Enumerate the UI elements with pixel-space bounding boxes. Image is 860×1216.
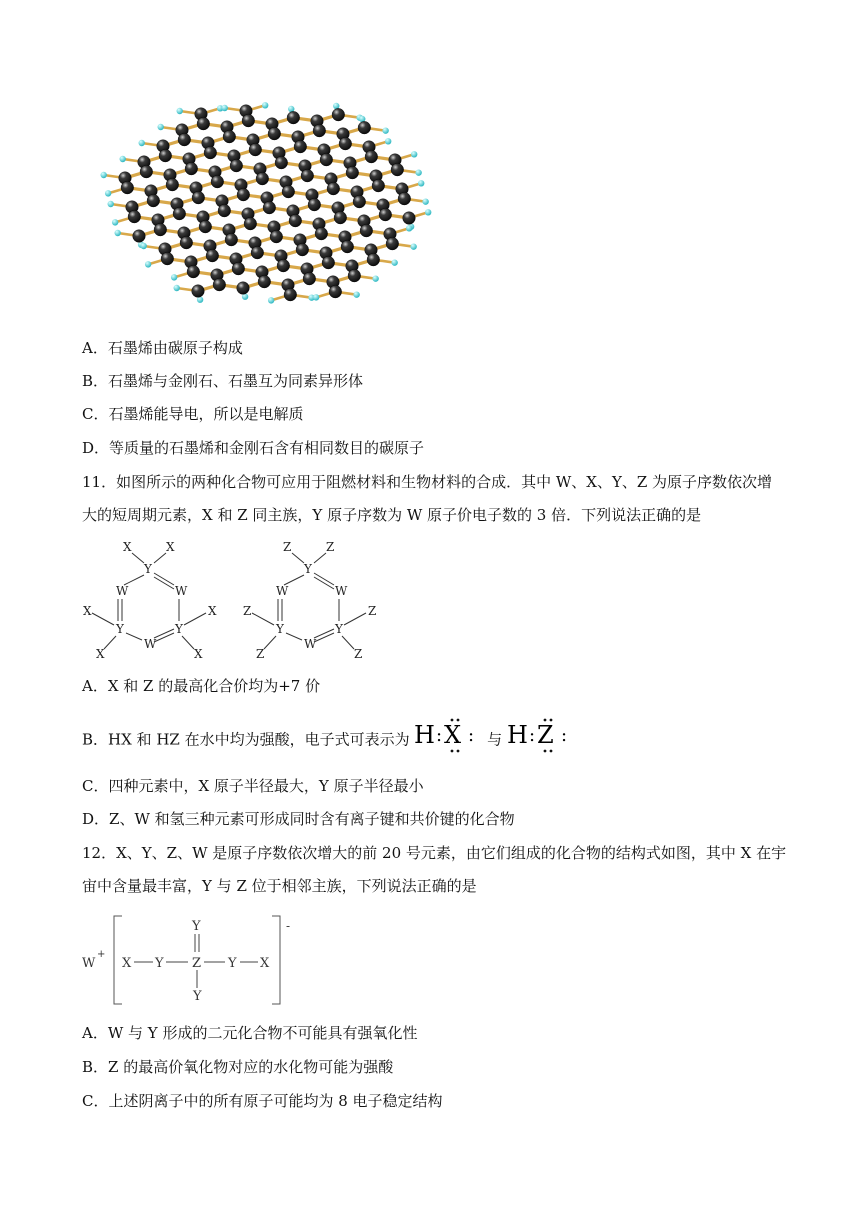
hydrogen-atom	[101, 172, 107, 178]
carbon-atom	[206, 249, 219, 262]
svg-text::: :	[468, 725, 475, 746]
hydrogen-atom	[171, 274, 177, 280]
svg-text:Y: Y	[155, 956, 164, 971]
carbon-atom	[289, 214, 302, 227]
carbon-atom	[313, 124, 326, 137]
svg-text:W: W	[304, 637, 317, 651]
carbon-atom	[282, 185, 295, 198]
hydrogen-atom	[120, 156, 126, 162]
q11-structures	[78, 533, 398, 668]
lewis-hx	[414, 715, 482, 760]
lewis-hx-drawing	[414, 715, 482, 755]
svg-text:Z: Z	[354, 647, 363, 661]
carbon-atom	[161, 252, 174, 265]
hydrogen-atom	[415, 169, 421, 175]
svg-text:Y: Y	[175, 622, 183, 636]
carbon-atom	[192, 285, 205, 298]
carbon-atom	[284, 288, 297, 301]
carbon-atom	[218, 204, 231, 217]
svg-text:H: H	[414, 721, 436, 749]
svg-text:W: W	[335, 584, 348, 598]
carbon-atom	[237, 282, 250, 295]
carbon-atom	[327, 182, 340, 195]
hydrogen-atom	[112, 219, 118, 225]
q12-option-c: C．上述阴离子中的所有原子可能均为 8 电子稳定结构	[82, 1092, 443, 1110]
lewis-hz-drawing	[507, 715, 575, 755]
carbon-atom	[199, 220, 212, 233]
svg-text:X: X	[96, 647, 105, 661]
carbon-atom	[223, 130, 236, 143]
q12-option-a: A．W 与 Y 形成的二元化合物不可能具有强氧化性	[82, 1024, 418, 1042]
svg-text:W: W	[116, 584, 129, 598]
svg-text::: :	[436, 725, 443, 746]
carbon-atom	[287, 111, 300, 124]
carbon-atom	[192, 191, 205, 204]
graphene-model-image	[80, 90, 440, 325]
carbon-atom	[173, 207, 186, 220]
hydrogen-atom	[422, 198, 428, 204]
carbon-atom	[121, 181, 134, 194]
q11-option-b	[82, 718, 575, 758]
carbon-atom	[204, 146, 217, 159]
hydrogen-atom	[158, 124, 164, 130]
svg-text:Y: Y	[116, 622, 124, 636]
svg-text:Y: Y	[192, 919, 201, 934]
carbon-atom	[391, 163, 404, 176]
svg-text:H: H	[506, 721, 528, 749]
svg-text::: :	[528, 725, 536, 746]
q11-option-c: C．四种元素中，X 原子半径最大，Y 原子半径最小	[82, 777, 424, 795]
svg-text:+: +	[97, 949, 106, 960]
svg-text:X: X	[166, 540, 175, 554]
hydrogen-atom	[268, 297, 274, 303]
carbon-atom	[379, 208, 392, 221]
carbon-atom	[237, 188, 250, 201]
q11-structure-z	[243, 540, 376, 661]
carbon-atom	[308, 198, 321, 211]
q11-stem-line-2: 大的短周期元素，X 和 Z 同主族，Y 原子序数为 W 原子价电子数的 3 倍．下列说法正确的是	[82, 506, 702, 524]
carbon-atom	[372, 179, 385, 192]
q11-structure-x	[83, 540, 217, 661]
svg-text:Y: Y	[228, 956, 237, 971]
carbon-atom	[140, 165, 153, 178]
q10-option-b: B．石墨烯与金刚石、石墨互为同素异形体	[82, 372, 364, 390]
hydrogen-atom	[313, 294, 319, 300]
svg-text:W: W	[175, 584, 188, 598]
carbon-atom	[398, 192, 411, 205]
carbon-atom	[197, 117, 210, 130]
carbon-atom	[301, 169, 314, 182]
svg-text:Y: Y	[304, 562, 312, 576]
carbon-atom	[360, 224, 373, 237]
hydrogen-atom	[174, 285, 180, 291]
hydrogen-atom	[406, 225, 412, 231]
carbon-atom	[232, 262, 245, 275]
hydrogen-atom	[372, 275, 378, 281]
carbon-atom	[159, 149, 172, 162]
carbon-atom	[258, 275, 271, 288]
carbon-atom	[315, 227, 328, 240]
carbon-atom	[339, 137, 352, 150]
carbon-atom	[303, 272, 316, 285]
hydrogen-atom	[411, 151, 417, 157]
q12-stem-line-2: 宙中含量最丰富，Y 与 Z 位于相邻主族，下列说法正确的是	[82, 877, 477, 895]
carbon-atom	[353, 195, 366, 208]
svg-text:Y: Y	[335, 622, 343, 636]
carbon-atom	[296, 243, 309, 256]
carbon-atom	[365, 150, 378, 163]
carbon-atom	[187, 265, 200, 278]
svg-text:Y: Y	[276, 622, 284, 636]
carbon-atom	[133, 230, 146, 243]
q11-option-d: D．Z、W 和氢三种元素可形成同时含有离子键和共价键的化合物	[82, 810, 515, 828]
hydrogen-atom	[105, 190, 111, 196]
carbon-atom	[403, 212, 416, 225]
carbon-atom	[322, 256, 335, 269]
carbon-atom	[332, 108, 345, 121]
q12-structure	[80, 912, 310, 1012]
q12-option-b: B．Z 的最高价氧化物对应的水化物可能为强酸	[82, 1058, 394, 1076]
carbon-atom	[249, 143, 262, 156]
carbon-atom	[263, 201, 276, 214]
carbon-atom	[251, 246, 264, 259]
hydrogen-atom	[115, 230, 121, 236]
q11-option-a: A．X 和 Z 的最高化合价均为+7 价	[82, 677, 321, 695]
svg-text::: :	[560, 725, 568, 746]
svg-text:Z: Z	[243, 604, 252, 618]
q11-stem-line-1: 11．如图所示的两种化合物可应用于阻燃材料和生物材料的合成．其中 W、X、Y、Z 为原子序数依次增	[82, 473, 773, 491]
carbon-atom	[275, 156, 288, 169]
carbon-atom	[178, 133, 191, 146]
carbon-atom	[166, 178, 179, 191]
hydrogen-atom	[262, 102, 268, 108]
hydrogen-atom	[425, 209, 431, 215]
svg-text:X: X	[122, 956, 132, 971]
svg-text:W: W	[144, 637, 157, 651]
carbon-atom	[367, 253, 380, 266]
svg-text:X: X	[444, 721, 462, 749]
q11-option-b-text: B．HX 和 HZ 在水中均为强酸，电子式可表示为	[82, 730, 410, 749]
carbon-atom	[348, 269, 361, 282]
svg-text:X: X	[260, 956, 270, 971]
carbon-atom	[341, 240, 354, 253]
svg-text:X: X	[123, 540, 132, 554]
carbon-atom	[230, 159, 243, 172]
svg-text:-: -	[286, 919, 291, 933]
carbon-atom	[211, 175, 224, 188]
hydrogen-atom	[177, 108, 183, 114]
svg-text:Z: Z	[536, 721, 554, 749]
graphene-atoms	[101, 102, 432, 303]
carbon-atom	[256, 172, 269, 185]
carbon-atom	[154, 223, 167, 236]
carbon-atom	[277, 259, 290, 272]
hydrogen-atom	[353, 291, 359, 297]
hydrogen-atom	[410, 243, 416, 249]
carbon-atom	[213, 278, 226, 291]
hydrogen-atom	[108, 201, 114, 207]
carbon-atom	[185, 162, 198, 175]
svg-text:Z: Z	[368, 604, 377, 618]
hydrogen-atom	[145, 261, 151, 267]
hydrogen-atom	[141, 243, 147, 249]
carbon-atom	[294, 140, 307, 153]
hydrogen-atom	[418, 180, 424, 186]
svg-text:Z: Z	[326, 540, 335, 554]
carbon-atom	[346, 166, 359, 179]
q12-stem-line-1: 12．X、Y、Z、W 是原子序数依次增大的前 20 号元素，由它们组成的化合物的结构式如图，其中 X 在宇	[82, 844, 787, 862]
hydrogen-atom	[382, 127, 388, 133]
carbon-atom	[334, 211, 347, 224]
carbon-atom	[320, 153, 333, 166]
carbon-atom	[268, 127, 281, 140]
q10-option-a: A．石墨烯由碳原子构成	[82, 339, 243, 357]
hydrogen-atom	[139, 140, 145, 146]
hydrogen-atom	[222, 105, 228, 111]
hydrogen-atom	[391, 259, 397, 265]
svg-text:Y: Y	[193, 989, 202, 1004]
carbon-atom	[225, 233, 238, 246]
svg-text:X: X	[194, 647, 203, 661]
hydrogen-atom	[385, 138, 391, 144]
lewis-hz	[507, 715, 575, 760]
svg-text:W: W	[82, 956, 96, 971]
svg-text:X: X	[83, 604, 92, 618]
carbon-atom	[386, 237, 399, 250]
carbon-atom	[244, 217, 257, 230]
carbon-atom	[358, 121, 371, 134]
carbon-atom	[180, 236, 193, 249]
svg-text:Y: Y	[144, 562, 152, 576]
carbon-atom	[242, 114, 255, 127]
q10-option-d: D．等质量的石墨烯和金刚石含有相同数目的碳原子	[82, 439, 425, 457]
svg-text:X: X	[208, 604, 217, 618]
q11-option-b-and: 与	[487, 730, 503, 749]
svg-text:W: W	[276, 584, 289, 598]
svg-text:Z: Z	[256, 647, 265, 661]
svg-text:Z: Z	[192, 956, 202, 971]
carbon-atom	[147, 194, 160, 207]
svg-text:Z: Z	[283, 540, 292, 554]
q10-option-c: C．石墨烯能导电，所以是电解质	[82, 405, 304, 423]
carbon-atom	[329, 285, 342, 298]
carbon-atom	[270, 230, 283, 243]
carbon-atom	[128, 210, 141, 223]
